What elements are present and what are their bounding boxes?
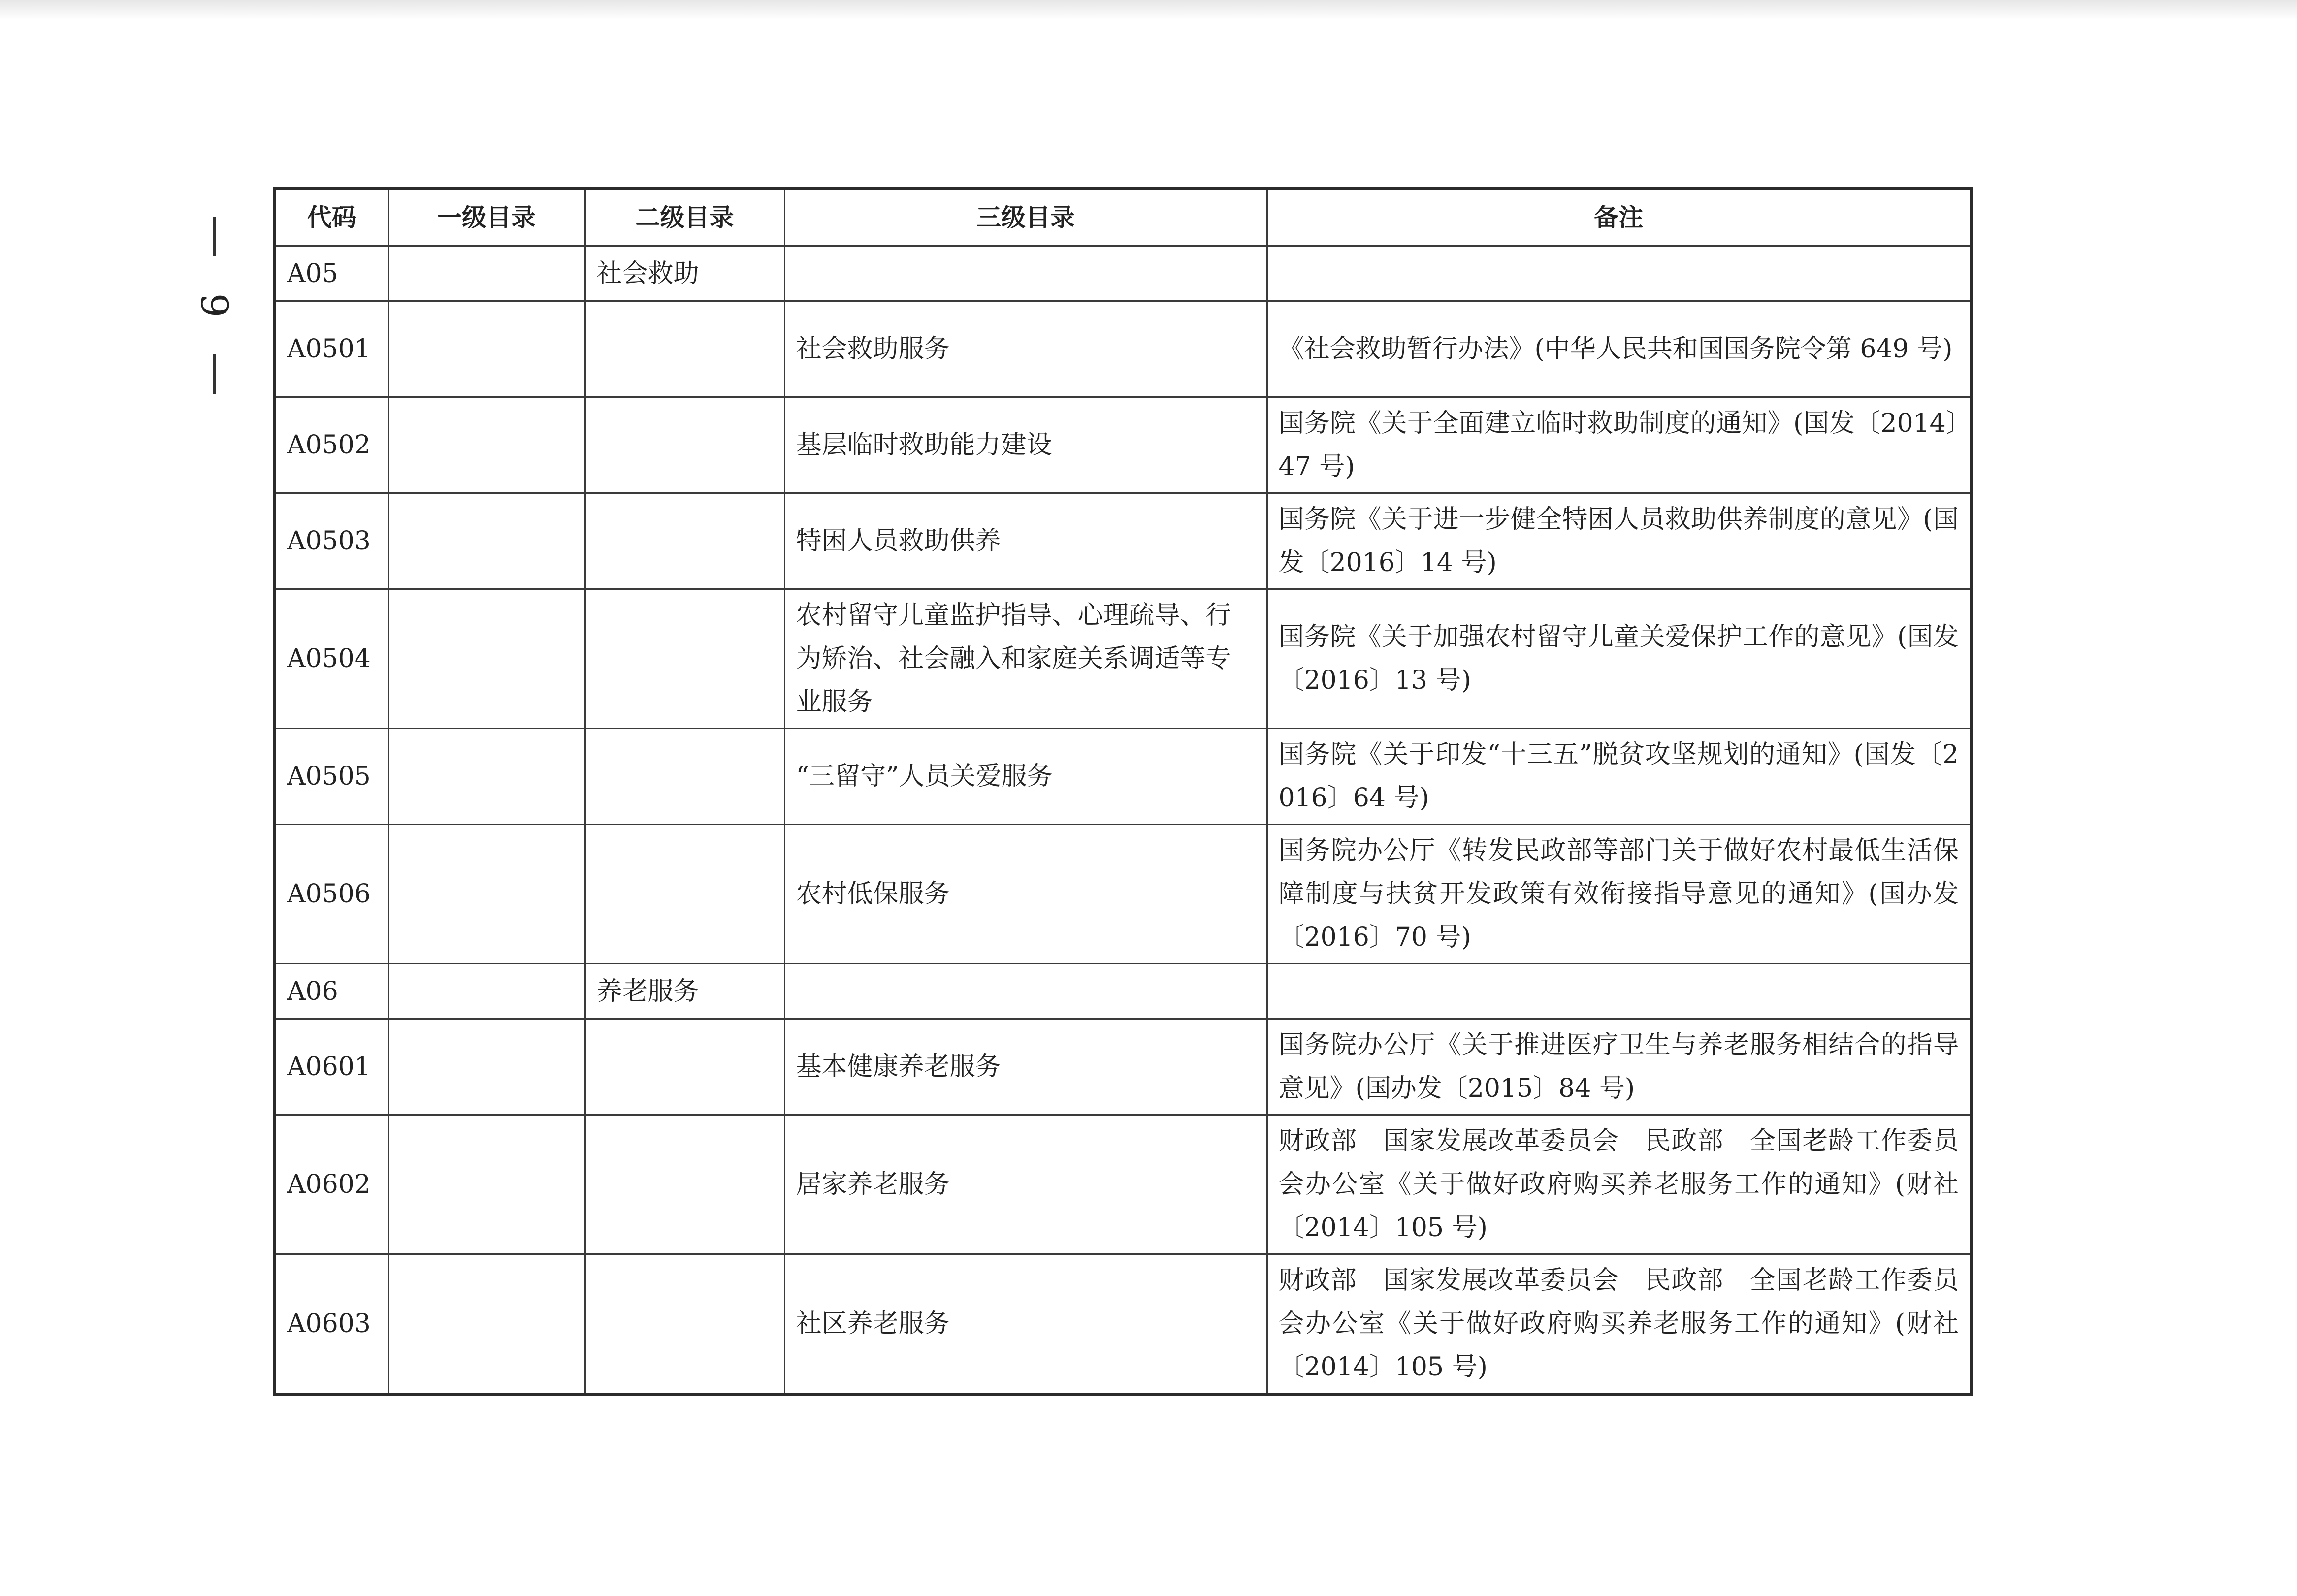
cell-level3: [784, 964, 1267, 1019]
cell-level1: [388, 397, 585, 493]
header-code: 代码: [275, 189, 388, 246]
table-row: [275, 246, 1971, 301]
cell-code: A0503: [275, 493, 388, 589]
cell-level2: 养老服务: [585, 964, 784, 1019]
header-level2: 二级目录: [585, 189, 784, 246]
page-number-dash-top: [213, 217, 216, 256]
cell-code: A0601: [275, 1019, 388, 1115]
table-row: [275, 589, 1971, 729]
page-number-text: 9: [192, 293, 236, 318]
cell-note: 国务院《关于印发“十三五”脱贫攻坚规划的通知》(国发〔2016〕64 号): [1267, 729, 1971, 825]
cell-code: A0505: [275, 729, 388, 825]
table-row: [275, 1254, 1971, 1395]
cell-level1: [388, 729, 585, 825]
cell-note: 国务院办公厅《关于推进医疗卫生与养老服务相结合的指导意见》(国办发〔2015〕84 号): [1267, 1019, 1971, 1115]
cell-note: 国务院办公厅《转发民政部等部门关于做好农村最低生活保障制度与扶贫开发政策有效衔接指导意见的通知》(国办发〔2016〕70 号): [1267, 825, 1971, 964]
cell-level1: [388, 493, 585, 589]
cell-level1: [388, 589, 585, 729]
cell-level1: [388, 964, 585, 1019]
cell-level3: “三留守”人员关爱服务: [784, 729, 1267, 825]
table-row: [275, 397, 1971, 493]
cell-note: [1267, 246, 1971, 301]
table-row: [275, 825, 1971, 964]
table-row: [275, 1019, 1971, 1115]
cell-code: A0603: [275, 1254, 388, 1395]
cell-level2: [585, 825, 784, 964]
cell-level2: [585, 589, 784, 729]
cell-code: A0504: [275, 589, 388, 729]
header-note: 备注: [1267, 189, 1971, 246]
table-row: [275, 729, 1971, 825]
cell-level3: 居家养老服务: [784, 1115, 1267, 1254]
cell-note: 国务院《关于全面建立临时救助制度的通知》(国发〔2014〕47 号): [1267, 397, 1971, 493]
cell-note: 《社会救助暂行办法》(中华人民共和国国务院令第 649 号): [1267, 301, 1971, 397]
cell-note: 财政部 国家发展改革委员会 民政部 全国老龄工作委员会办公室《关于做好政府购买养老服务工作的通知》(财社〔2014〕105 号): [1267, 1254, 1971, 1395]
table-row: [275, 493, 1971, 589]
cell-level3: 特困人员救助供养: [784, 493, 1267, 589]
cell-code: A0502: [275, 397, 388, 493]
cell-code: A0501: [275, 301, 388, 397]
cell-level1: [388, 246, 585, 301]
table-header-row: [275, 189, 1971, 246]
cell-level1: [388, 1019, 585, 1115]
cell-level3: 农村留守儿童监护指导、心理疏导、行为矫治、社会融入和家庭关系调适等专业服务: [784, 589, 1267, 729]
cell-code: A06: [275, 964, 388, 1019]
cell-level3: 基层临时救助能力建设: [784, 397, 1267, 493]
cell-level1: [388, 1115, 585, 1254]
cell-level3: [784, 246, 1267, 301]
cell-level1: [388, 825, 585, 964]
cell-code: A0506: [275, 825, 388, 964]
page-number: [194, 217, 234, 394]
cell-level2: [585, 1019, 784, 1115]
cell-level2: [585, 729, 784, 825]
cell-level1: [388, 301, 585, 397]
cell-level2: [585, 1254, 784, 1395]
table-row: [275, 301, 1971, 397]
cell-level2: [585, 301, 784, 397]
service-catalog-table: [273, 187, 1973, 1396]
header-level1: 一级目录: [388, 189, 585, 246]
cell-level1: [388, 1254, 585, 1395]
table-row: [275, 964, 1971, 1019]
cell-note: 国务院《关于加强农村留守儿童关爱保护工作的意见》(国发〔2016〕13 号): [1267, 589, 1971, 729]
cell-code: A0602: [275, 1115, 388, 1254]
cell-level2: 社会救助: [585, 246, 784, 301]
cell-note: [1267, 964, 1971, 1019]
cell-level2: [585, 1115, 784, 1254]
cell-code: A05: [275, 246, 388, 301]
page-number-dash-bottom: [213, 354, 216, 394]
cell-level3: 基本健康养老服务: [784, 1019, 1267, 1115]
cell-note: 财政部 国家发展改革委员会 民政部 全国老龄工作委员会办公室《关于做好政府购买养老服务工作的通知》(财社〔2014〕105 号): [1267, 1115, 1971, 1254]
cell-level3: 农村低保服务: [784, 825, 1267, 964]
cell-note: 国务院《关于进一步健全特困人员救助供养制度的意见》(国发〔2016〕14 号): [1267, 493, 1971, 589]
cell-level3: 社区养老服务: [784, 1254, 1267, 1395]
header-level3: 三级目录: [784, 189, 1267, 246]
table-row: [275, 1115, 1971, 1254]
scan-edge-shadow: [0, 0, 2297, 20]
cell-level2: [585, 397, 784, 493]
cell-level2: [585, 493, 784, 589]
cell-level3: 社会救助服务: [784, 301, 1267, 397]
